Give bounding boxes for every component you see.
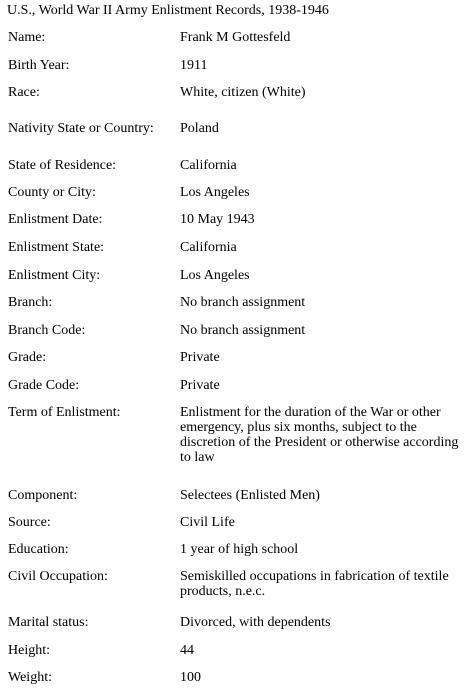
record-row-civil-occupation [7,563,468,608]
field-value: Divorced, with dependents [180,614,331,630]
field-label: Branch Code: [8,322,86,338]
field-value: Civil Life [180,515,235,530]
field-value: California [180,157,237,173]
record-row-branch [7,289,468,316]
field-label: Grade: [8,350,47,365]
record-row-race [7,79,468,106]
record-row-state-of-residence [7,151,468,179]
field-label: County or City: [8,185,96,200]
record-row-enlistment-city [7,261,468,289]
record-row-grade-code [7,371,468,399]
field-label: Source: [8,515,51,530]
record-title: U.S., World War II Army Enlistment Records, 1938-1946 [7,3,329,18]
field-value: 1 year of high school [180,542,299,557]
record-row-branch-code [7,316,468,344]
field-value: Enlistment for the duration of the War or other emergency, plus six months, subject to the discretion of the President or otherwise according to law [180,405,459,465]
record-row-name [7,24,468,51]
record-row-enlistment-state [7,233,468,261]
field-label: Nativity State or Country: [8,121,154,136]
field-value: No branch assignment [180,322,306,338]
field-value: White, citizen (White) [180,85,306,100]
field-label: Enlistment State: [8,239,105,255]
record-table [7,24,468,691]
field-value: 100 [180,670,201,685]
field-label: Enlistment City: [8,267,101,283]
record-row-term-of-enlistment [7,399,468,481]
record-row-nativity [7,106,468,151]
field-value: 44 [180,642,194,658]
record-row-marital-status [7,608,468,636]
field-value: No branch assignment [180,295,306,310]
field-label: Marital status: [8,614,89,630]
field-value: Los Angeles [180,185,250,200]
record-row-source [7,509,468,536]
record-row-height [7,636,468,664]
field-value: 10 May 1943 [180,212,255,227]
field-label: Term of Enlistment: [8,405,121,420]
field-label: Birth Year: [8,57,70,73]
record-row-education [7,536,468,563]
field-label: Education: [8,542,69,557]
field-label: Component: [8,487,78,503]
field-value: 1911 [180,57,208,73]
field-label: Height: [8,642,50,658]
record-row-birth-year [7,51,468,79]
record-row-county-or-city [7,179,468,206]
field-label: Grade Code: [8,377,80,393]
record-row-component [7,481,468,509]
field-value: Selectees (Enlisted Men) [180,487,320,503]
field-label: Enlistment Date: [8,212,103,227]
field-value: Los Angeles [180,267,250,283]
record-row-grade [7,344,468,371]
field-value: Semiskilled occupations in fabrication of textile products, n.e.c. [180,569,449,599]
record-row-enlistment-date [7,206,468,233]
field-value: Private [180,377,220,393]
record-row-weight [7,664,468,691]
field-value: Poland [180,121,219,136]
field-label: Race: [8,85,40,100]
field-label: Branch: [8,295,53,310]
field-label: State of Residence: [8,157,117,173]
field-label: Weight: [8,670,52,685]
field-value: California [180,239,237,255]
field-label: Civil Occupation: [8,569,108,584]
field-value: Frank M Gottesfeld [180,30,291,45]
field-value: Private [180,350,220,365]
field-label: Name: [8,30,46,45]
